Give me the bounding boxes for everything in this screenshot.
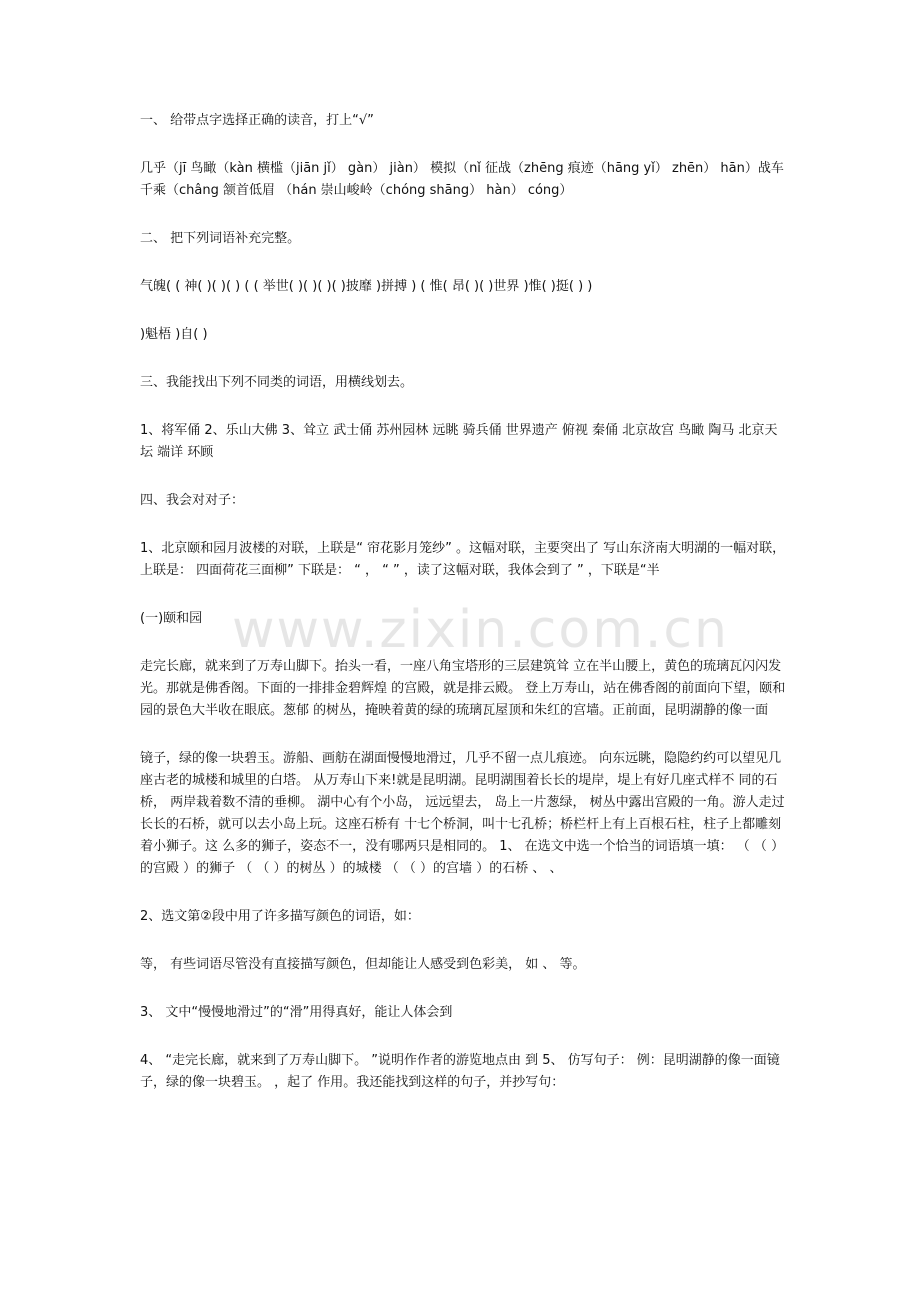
reading-paragraph-1: 走完长廊，就来到了万寿山脚下。抬头一看，一座八角宝塔形的三层建筑耸 立在半山腰上，黄色的琉璃瓦闪闪发光。那就是佛香阁。下面的一排排金碧辉煌 的宫殿，就是排云殿。 登上万寿山，站在佛香阁的前面向下望，颐和园的景色大半收在眼底。葱郁 的树丛，掩映着黄的绿的琉璃瓦屋顶和朱红的宫墙。正前面，昆明湖静的像一面: [140, 659, 786, 718]
question-2-continued: 等， 有些词语尽管没有直接描写颜色，但却能让人感受到色彩美， 如 、 等。: [140, 957, 586, 972]
watermark-text: www.zixin.com.cn: [232, 600, 729, 660]
reading-title: (一)颐和园: [140, 611, 203, 626]
document-body: [140, 110, 790, 1094]
word-completion-line-1: 气魄( ( 神( )( )( ) ( ( 举世( )( )( )( )披靡 )拼搏 ) ( 惟( 昂( )( )世界 )惟( )挺( ) ): [140, 279, 593, 294]
question-4-5: 4、 “走完长廊，就来到了万寿山脚下。 ”说明作作者的游览地点由 到 5、 仿写句子： 例：昆明湖静的像一面镜子，绿的像一块碧玉。 ，起了 作用。我还能找到这样的句子，并抄写句：: [140, 1053, 780, 1090]
question-2: 2、选文第②段中用了许多描写颜色的词语，如：: [140, 909, 420, 924]
word-completion-line-2: )魁梧 )自( ): [140, 327, 208, 342]
section-4-heading: 四、我会对对子：: [140, 493, 245, 508]
section-2-heading: 二、 把下列词语补充完整。: [140, 231, 301, 246]
section-1-heading: 一、 给带点字选择正确的读音，打上“√”: [140, 113, 374, 128]
couplet-question: 1、北京颐和园月波楼的对联，上联是“ 帘花影月笼纱” 。这幅对联，主要突出了 写山东济南大明湖的一幅对联，上联是： 四面荷花三面柳” 下联是： “ ， “ ” ，读了这幅对联，我体会到了 ” ，下联是“半: [140, 541, 786, 578]
reading-paragraph-2: 镜子，绿的像一块碧玉。游船、画舫在湖面慢慢地滑过，几乎不留一点儿痕迹。 向东远眺，隐隐约约可以望见几座古老的城楼和城里的白塔。 从万寿山下来!就是昆明湖。昆明湖围着长长的堤岸，堤上有好几座式样不 同的石桥， 两岸栽着数不清的垂柳。 湖中心有个小岛， 远远望去， 岛上一片葱绿， 树丛中露出宫殿的一角。游人走过长长的石桥，就可以去小岛上玩。这座石桥有 十七个桥洞，叫十七孔桥；桥栏杆上有上百根石柱，柱子上都雕刻着小狮子。这 么多的狮子，姿态不一，没有哪两只是相同的。 1、 在选文中选一个恰当的词语填一填： （ （ ）的宫殿 ）的狮子 （ （ ）的树丛 ）的城楼 （ （ ）的宫墙 ）的石桥 、 、: [140, 751, 785, 876]
question-3: 3、 文中“慢慢地滑过”的“滑”用得真好，能让人体会到: [140, 1005, 453, 1020]
pinyin-question: 几乎（jī 鸟瞰（kàn 横槛（jiān jǐ） gàn） jiàn） 模拟（nǐ 征战（zhēng 痕迹（hāng yǐ） zhēn） hān）战车千乘（châng 颔首低眉 （hán 崇山峻岭（chóng shāng） hàn） cóng）: [140, 161, 784, 198]
section-3-heading: 三、我能找出下列不同类的词语，用横线划去。: [140, 375, 414, 390]
odd-word-list: 1、将军俑 2、乐山大佛 3、耸立 武士俑 苏州园林 远眺 骑兵俑 世界遗产 俯视 秦俑 北京故宫 鸟瞰 陶马 北京天坛 端详 环顾: [140, 423, 778, 460]
